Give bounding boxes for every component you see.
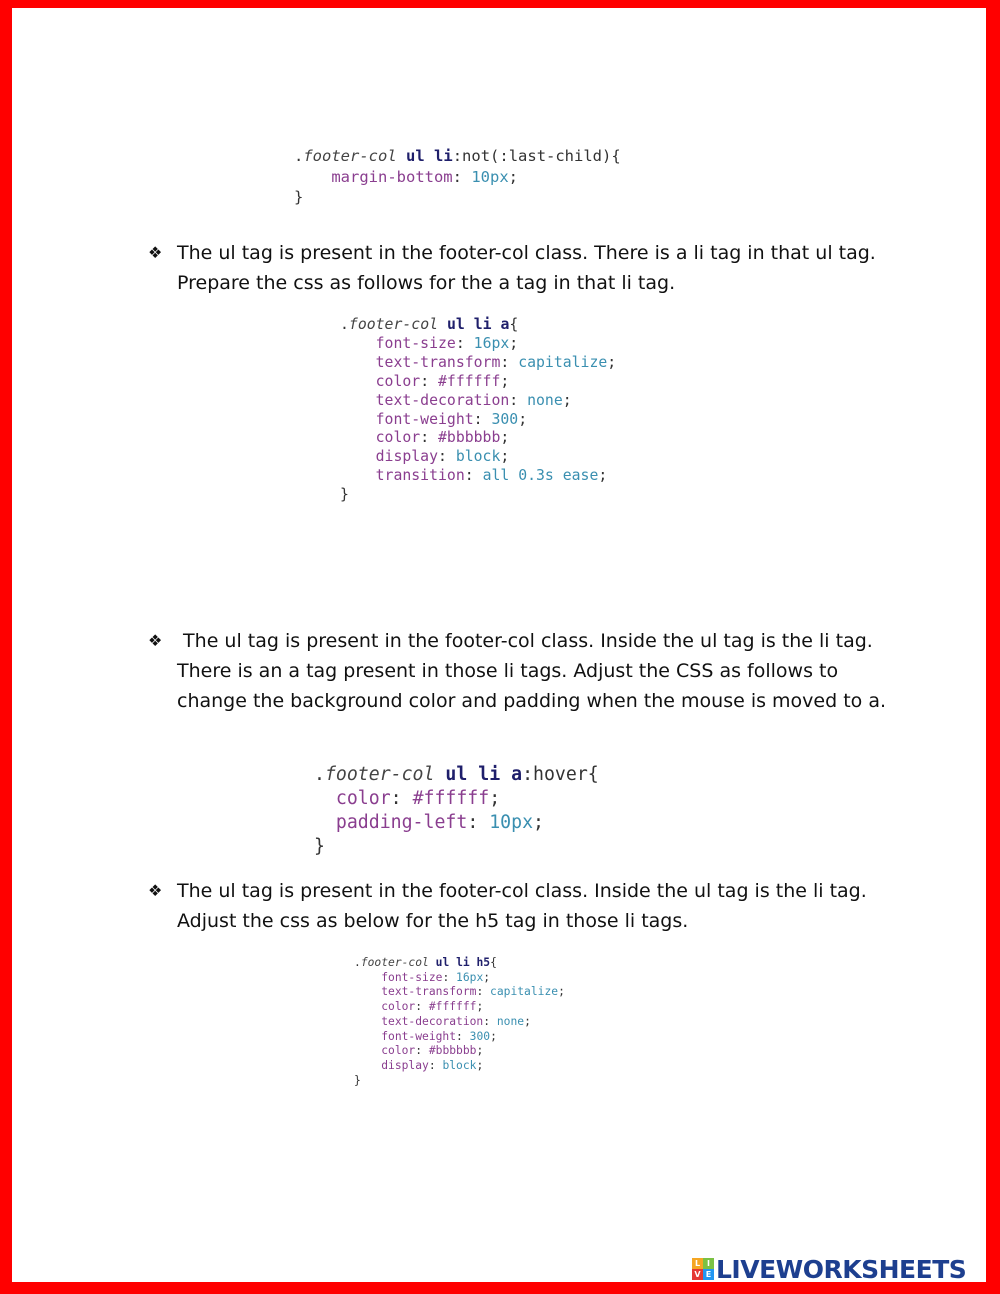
code-token: capitalize — [518, 353, 608, 371]
instruction-h5-tag — [148, 876, 888, 936]
code-token: ; — [508, 167, 518, 186]
code-token — [294, 168, 331, 186]
code-token: ; — [483, 970, 491, 984]
liveworksheets-logo — [692, 1254, 966, 1284]
code-token: all 0.3s ease — [482, 467, 599, 485]
code-line — [340, 316, 616, 335]
code-token: #ffffff — [428, 1000, 477, 1014]
code-token: ul — [435, 956, 450, 969]
code-line — [340, 448, 616, 467]
code-token: text-transform — [381, 985, 477, 999]
code-token: #bbbbbb — [428, 1044, 477, 1058]
code-token: color — [375, 429, 421, 447]
code-token: ; — [476, 1044, 484, 1058]
code-token: 300 — [491, 410, 519, 428]
code-token: li — [473, 316, 492, 333]
code-token: a — [511, 764, 523, 785]
code-token: a — [500, 316, 510, 333]
code-token — [340, 354, 376, 371]
code-token: color — [381, 1044, 416, 1058]
code-token: } — [340, 486, 349, 504]
code-token: : — [428, 1058, 443, 1072]
code-token: : — [420, 429, 439, 447]
code-token: : — [467, 812, 490, 833]
code-token: text-decoration — [375, 391, 510, 409]
code-token: #ffffff — [438, 372, 501, 390]
code-line — [340, 429, 616, 448]
instruction-text: The ul tag is present in the footer-col class. Inside the ul tag is the li tag. Adjust the css as below for the h5 tag in those li tags. — [177, 880, 867, 932]
code-token — [340, 335, 376, 352]
code-token — [434, 764, 445, 785]
logo-mark-cell: L — [692, 1258, 703, 1269]
code-token: :hover{ — [522, 764, 599, 785]
code-token — [340, 373, 376, 390]
code-token: . — [340, 316, 349, 333]
code-token: : — [456, 1029, 470, 1043]
code-token: ; — [524, 1014, 531, 1028]
code-token: : — [464, 467, 483, 485]
logo-mark-icon — [692, 1258, 714, 1280]
code-token — [354, 1000, 381, 1013]
code-token: color — [375, 372, 421, 390]
code-block-h5 — [354, 956, 565, 1088]
code-token: 10px — [471, 167, 509, 186]
code-token: 300 — [469, 1029, 491, 1043]
code-token: ul — [406, 147, 425, 165]
instruction-text: The ul tag is present in the footer-col class. There is a li tag in that ul tag. Prepare the css as follows for the a tag in that li tag. — [177, 242, 876, 294]
code-token: none — [496, 1014, 525, 1028]
code-line — [294, 187, 621, 208]
code-token — [465, 316, 474, 333]
code-token: transition — [375, 467, 465, 485]
code-token: display — [375, 448, 438, 466]
code-token: : — [476, 985, 491, 999]
code-token: } — [354, 1073, 361, 1087]
code-token: padding-left — [335, 812, 468, 833]
code-token: { — [490, 956, 497, 969]
code-token: 16px — [473, 334, 510, 352]
code-block-last-child — [294, 146, 621, 208]
code-token — [340, 429, 376, 446]
code-token: : — [452, 167, 472, 186]
code-token — [429, 956, 436, 969]
code-line — [340, 335, 616, 354]
code-token — [340, 392, 376, 409]
code-token: #ffffff — [412, 788, 490, 809]
code-token — [438, 316, 447, 333]
code-token: text-decoration — [381, 1014, 484, 1028]
bullet-diamond-icon: ❖ — [148, 243, 163, 262]
instruction-hover — [148, 626, 888, 716]
code-line — [314, 763, 599, 787]
code-line — [354, 1074, 565, 1089]
code-token: ; — [490, 1029, 497, 1043]
code-token: : — [420, 372, 439, 390]
code-line — [354, 1000, 565, 1015]
code-line — [354, 1015, 565, 1030]
code-token: : — [415, 1000, 429, 1014]
code-token — [500, 764, 511, 785]
code-line — [340, 373, 616, 392]
code-token: : — [509, 391, 528, 409]
code-line — [294, 167, 621, 188]
code-token: color — [381, 1000, 416, 1014]
code-token: ; — [500, 448, 510, 466]
code-token: font-weight — [381, 1029, 457, 1043]
code-token — [354, 1030, 381, 1043]
code-token: } — [294, 188, 304, 206]
code-token: #bbbbbb — [438, 429, 501, 447]
code-token: none — [527, 391, 563, 409]
code-block-a-tag — [340, 316, 616, 505]
code-line — [314, 835, 599, 859]
code-line — [314, 811, 599, 835]
code-token: ; — [518, 410, 528, 428]
code-line — [340, 467, 616, 486]
code-token: block — [455, 448, 501, 466]
code-token: block — [442, 1058, 477, 1072]
code-line — [354, 1030, 565, 1045]
code-token: : — [473, 410, 492, 428]
code-token: ; — [500, 429, 510, 447]
code-token: h5 — [476, 956, 491, 969]
code-token — [354, 971, 381, 984]
code-token: : — [438, 448, 456, 466]
code-token: :not(:last-child){ — [452, 147, 621, 165]
logo-text: LIVEWORKSHEETS — [716, 1254, 967, 1284]
code-token — [340, 467, 376, 484]
code-token: li — [434, 147, 453, 165]
code-token: { — [509, 316, 519, 333]
code-token: ; — [489, 788, 501, 809]
code-token — [467, 764, 478, 785]
code-token — [397, 147, 406, 165]
code-token: : — [442, 970, 457, 984]
code-token — [340, 411, 376, 428]
code-line — [354, 1059, 565, 1074]
code-token: : — [500, 353, 519, 371]
code-token: ; — [607, 353, 617, 371]
code-line — [354, 971, 565, 986]
code-token: footer-col — [348, 316, 439, 333]
code-token: margin-bottom — [331, 167, 453, 186]
code-token: ; — [598, 467, 608, 485]
code-token: footer-col — [360, 956, 429, 969]
code-token: ; — [500, 372, 510, 390]
code-token: text-transform — [375, 353, 501, 371]
code-token: . — [314, 764, 325, 785]
code-line — [314, 787, 599, 811]
code-token — [314, 788, 336, 809]
code-token: ; — [476, 1000, 484, 1014]
code-token: 16px — [456, 970, 484, 984]
code-line — [340, 354, 616, 373]
code-token: li — [478, 764, 501, 785]
bullet-diamond-icon: ❖ — [148, 631, 163, 650]
code-block-hover — [314, 763, 599, 859]
code-token: : — [390, 788, 413, 809]
code-token: footer-col — [303, 147, 397, 165]
code-token — [340, 448, 376, 465]
code-token: display — [381, 1058, 429, 1072]
code-token: 10px — [489, 812, 534, 833]
code-line — [294, 146, 621, 167]
code-line — [354, 985, 565, 1000]
code-token: . — [354, 956, 361, 969]
code-token — [425, 147, 434, 165]
logo-mark-cell: E — [703, 1269, 714, 1280]
code-line — [340, 411, 616, 430]
code-token — [354, 985, 381, 998]
code-line — [340, 486, 616, 505]
code-token: color — [335, 788, 391, 809]
logo-mark-cell: V — [692, 1269, 703, 1280]
code-token: : — [483, 1014, 497, 1028]
code-line — [340, 392, 616, 411]
code-token: footer-col — [324, 764, 435, 785]
code-token: ; — [558, 985, 565, 999]
code-token: ul — [446, 316, 465, 333]
code-token — [354, 1059, 381, 1072]
code-token: . — [294, 147, 304, 165]
code-token: ul — [445, 764, 468, 785]
code-token: : — [455, 334, 474, 352]
instruction-a-tag — [148, 238, 888, 298]
code-token: : — [415, 1044, 429, 1058]
code-token: ; — [533, 812, 544, 833]
logo-mark-cell: I — [703, 1258, 714, 1269]
code-token — [354, 1044, 381, 1057]
code-token — [354, 1015, 381, 1028]
instruction-text: The ul tag is present in the footer-col class. Inside the ul tag is the li tag. There is an a tag present in those li tags. Adjust the CSS as follows to change the background color and padding when the mouse is moved to a. — [177, 630, 887, 712]
code-token — [314, 812, 336, 833]
code-line — [354, 956, 565, 971]
code-token: li — [456, 956, 470, 969]
bullet-diamond-icon: ❖ — [148, 881, 163, 900]
code-token: font-size — [381, 970, 443, 984]
code-token: capitalize — [490, 985, 559, 999]
code-token: ; — [562, 391, 572, 409]
code-token: font-weight — [375, 410, 474, 428]
code-token: } — [314, 836, 325, 857]
code-token: ; — [476, 1058, 484, 1072]
code-token: ; — [509, 334, 519, 352]
code-token: font-size — [375, 334, 456, 352]
code-line — [354, 1044, 565, 1059]
